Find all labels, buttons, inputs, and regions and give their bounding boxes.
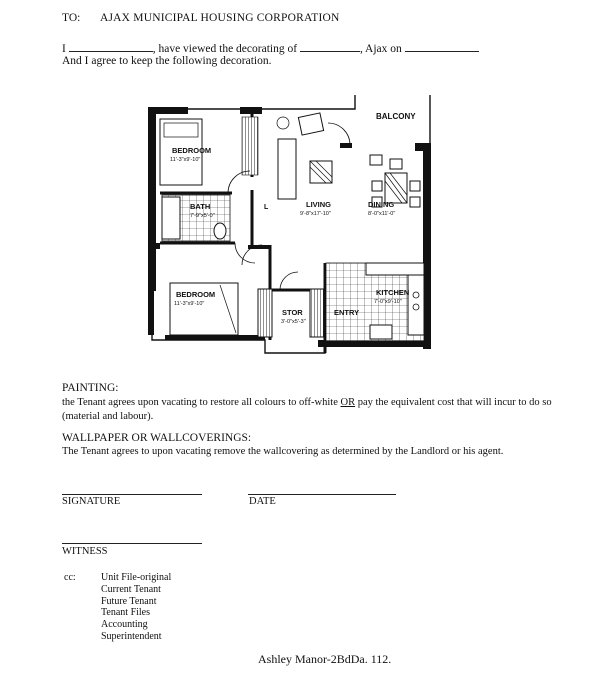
room-living-dims: 9'-8"x17'-10": [300, 211, 331, 217]
witness-label: WITNESS: [62, 546, 108, 557]
painting-or: OR: [340, 397, 356, 408]
date-blank[interactable]: [405, 40, 479, 52]
tenant-name-blank[interactable]: [69, 40, 153, 52]
room-bath-dims: 7'-9"x5'-0": [190, 213, 215, 219]
cc-item: Tenant Files: [101, 607, 151, 619]
room-stor-dims: 3'-0"x5'-3": [281, 319, 306, 325]
room-dining-dims: 8'-0"x11'-0": [368, 211, 396, 217]
cc-item: Current Tenant: [101, 583, 161, 595]
declaration-viewed: , have viewed the decorating of: [152, 43, 298, 55]
room-bedroom-1: BEDROOM: [172, 146, 212, 155]
room-balcony: BALCONY: [376, 112, 416, 121]
witness-line[interactable]: [62, 543, 202, 544]
closet-l-label: L: [264, 204, 269, 211]
signature-label: SIGNATURE: [62, 496, 121, 507]
declaration-i: I: [62, 43, 66, 55]
cc-item: Future Tenant: [101, 595, 157, 607]
cc-item: Superintendent: [101, 630, 162, 642]
painting-heading: PAINTING:: [62, 382, 119, 394]
room-living: LIVING: [306, 200, 332, 209]
floor-plan: [140, 95, 445, 360]
declaration-ajax-on: , Ajax on: [359, 43, 402, 55]
unit-blank[interactable]: [300, 40, 360, 52]
room-bath: BATH: [190, 202, 211, 211]
date-line[interactable]: [248, 494, 396, 495]
room-entry: ENTRY: [334, 308, 360, 317]
painting-body: [62, 396, 552, 424]
room-kitchen: KITCHEN: [376, 288, 410, 297]
declaration-line: [62, 40, 479, 55]
painting-text-2: pay the equivalent cost that will incur to do so (material and labour).: [62, 397, 552, 422]
declaration-agree: And I agree to keep the following decoration.: [62, 55, 272, 67]
organization-name: AJAX MUNICIPAL HOUSING CORPORATION: [100, 12, 340, 24]
cc-item: Unit File-original: [101, 572, 172, 583]
room-bedroom-2: BEDROOM: [176, 290, 216, 299]
room-stor: STOR: [282, 308, 303, 317]
room-bedroom-1-dims: 11'-3"x9'-10": [170, 157, 201, 163]
cc-label: cc:: [64, 572, 76, 583]
wallpaper-body: The Tenant agrees to upon vacating remove the wallcovering as determined by the Landlord or his agent.: [62, 446, 504, 457]
signature-line[interactable]: [62, 494, 202, 495]
painting-text-1: the Tenant agrees upon vacating to restore all colours to off-white: [62, 397, 341, 408]
date-label: DATE: [249, 496, 276, 507]
wallpaper-heading: WALLPAPER OR WALLCOVERINGS:: [62, 432, 252, 444]
room-kitchen-dims: 7'-0"x9'-10": [374, 299, 402, 305]
to-label: TO:: [62, 12, 81, 24]
document-reference: Ashley Manor-2BdDa. 112.: [258, 652, 392, 666]
cc-item: Accounting: [101, 619, 148, 631]
cc-list: [101, 572, 171, 643]
room-bedroom-2-dims: 11'-3"x9'-10": [174, 301, 205, 307]
room-dining: DINING: [368, 200, 395, 209]
